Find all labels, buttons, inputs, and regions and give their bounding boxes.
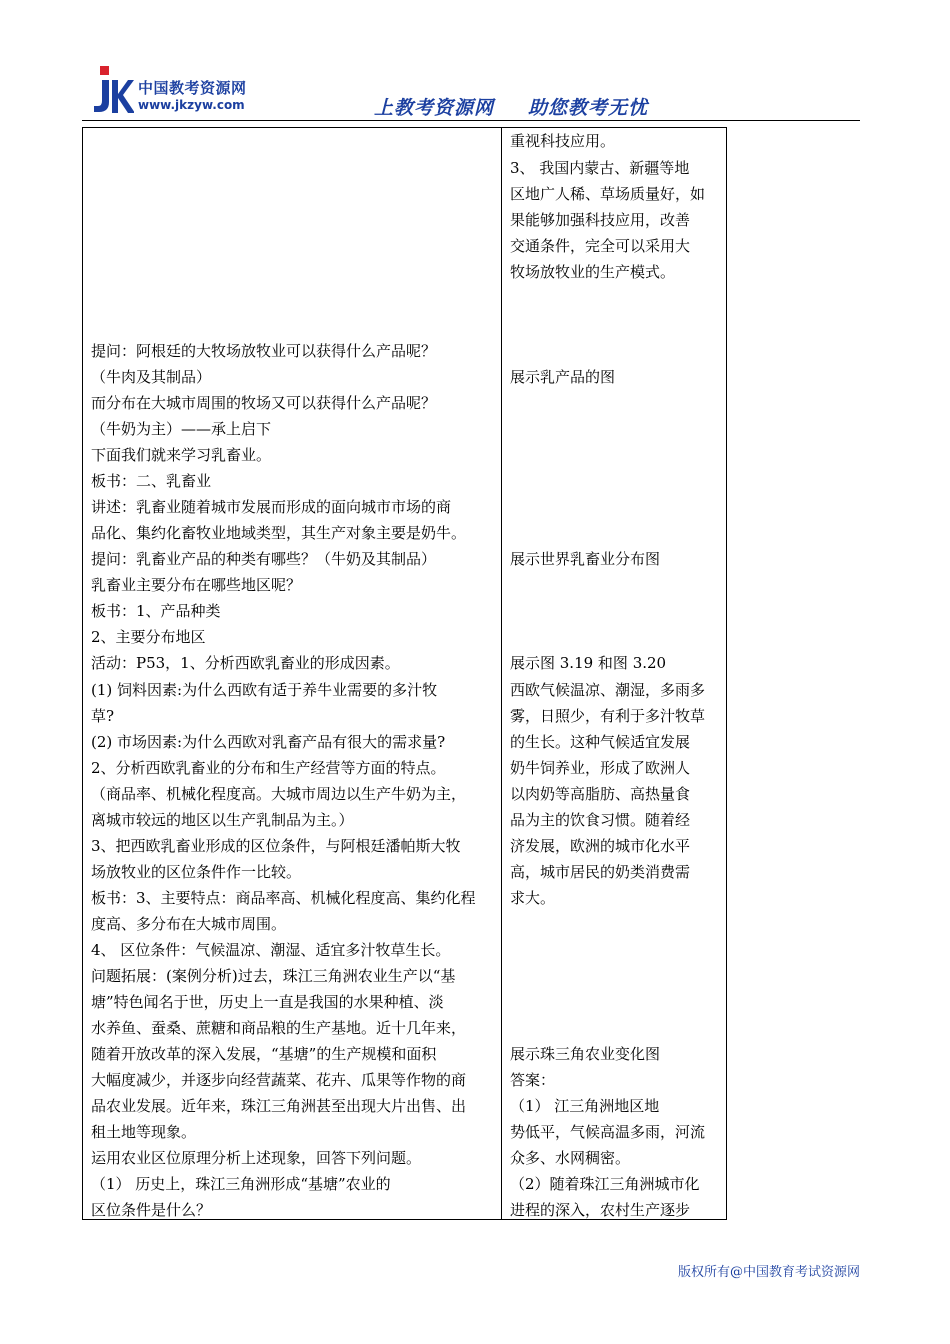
left-line: 提问：乳畜业产品的种类有哪些？（牛奶及其制品）: [91, 550, 437, 568]
left-line: 活动：P53，1、分析西欧乳畜业的形成因素。: [91, 654, 400, 672]
left-line: 品化、集约化畜牧业地域类型，其生产对象主要是奶牛。: [91, 524, 467, 542]
left-line: 品农业发展。近年来，珠江三角洲甚至出现大片出售、出: [91, 1097, 467, 1115]
right-line: 进程的深入，农村生产逐步: [510, 1201, 691, 1219]
right-line: 高，城市居民的奶类消费需: [510, 863, 691, 881]
right-line: 奶牛饲养业，形成了欧洲人: [510, 759, 691, 777]
site-logo[interactable]: [92, 66, 282, 118]
right-line: 品为主的饮食习惯。随着经: [510, 811, 691, 829]
left-line: （1） 历史上，珠江三角洲形成“基塘”农业的: [91, 1175, 391, 1193]
lesson-table: [82, 127, 727, 1220]
left-line: （商品率、机械化程度高。大城市周边以生产牛奶为主，: [91, 785, 467, 803]
left-line: (2) 市场因素:为什么西欧对乳畜产品有很大的需求量?: [91, 733, 446, 751]
right-line: 区地广人稀、草场质量好，如: [510, 185, 706, 203]
right-line: 答案：: [510, 1071, 556, 1089]
right-line: 牧场放牧业的生产模式。: [510, 263, 676, 281]
left-line: 乳畜业主要分布在哪些地区呢？: [91, 576, 302, 594]
left-line: 板书：二、乳畜业: [91, 472, 212, 490]
column-divider: [501, 128, 502, 1219]
right-line: 求大。: [510, 889, 556, 907]
right-line: 展示珠三角农业变化图: [510, 1045, 661, 1063]
slogan-part-1: 上教考资源网: [374, 97, 495, 119]
left-line: 运用农业区位原理分析上述现象，回答下列问题。: [91, 1149, 422, 1167]
right-line: 展示世界乳畜业分布图: [510, 550, 661, 568]
slogan-part-2: 助您教考无忧: [528, 97, 649, 119]
right-line: （2）随着珠江三角洲城市化: [510, 1175, 700, 1193]
header-rule: [82, 120, 860, 121]
left-line: 4、 区位条件：气候温凉、潮湿、适宜多汁牧草生长。: [91, 941, 451, 959]
left-line: 下面我们就来学习乳畜业。: [91, 446, 272, 464]
right-line: 果能够加强科技应用，改善: [510, 211, 691, 229]
right-line: 济发展，欧洲的城市化水平: [510, 837, 691, 855]
left-line: 草?: [91, 707, 115, 725]
left-line: 水养鱼、蚕桑、蔗糖和商品粮的生产基地。近十几年来，: [91, 1019, 467, 1037]
left-line: 2、分析西欧乳畜业的分布和生产经营等方面的特点。: [91, 759, 446, 777]
right-line: 交通条件，完全可以采用大: [510, 237, 691, 255]
left-line: 塘”特色闻名于世，历史上一直是我国的水果种植、淡: [91, 993, 444, 1011]
logo-chinese-name: 中国教考资源网: [138, 79, 247, 97]
left-line: 提问：阿根廷的大牧场放牧业可以获得什么产品呢？: [91, 342, 437, 360]
left-line: 随着开放改革的深入发展，“基塘”的生产规模和面积: [91, 1045, 437, 1063]
right-line: 展示图 3.19 和图 3.20: [510, 654, 667, 672]
right-line: 的生长。这种气候适宜发展: [510, 733, 691, 751]
left-line: 3、把西欧乳畜业形成的区位条件，与阿根廷潘帕斯大牧: [91, 837, 461, 855]
right-line: 3、 我国内蒙古、新疆等地: [510, 159, 690, 177]
right-line: 雾，日照少，有利于多汁牧草: [510, 707, 706, 725]
right-line: （1） 江三角洲地区地: [510, 1097, 660, 1115]
right-line: 重视科技应用。: [510, 132, 616, 150]
right-line: 展示乳产品的图: [510, 368, 616, 386]
left-line: 板书：3、主要特点：商品率高、机械化程度高、集约化程: [91, 889, 476, 907]
left-line: 问题拓展：(案例分析)过去，珠江三角洲农业生产以“基: [91, 967, 456, 985]
left-line: 大幅度减少，并逐步向经营蔬菜、花卉、瓜果等作物的商: [91, 1071, 467, 1089]
left-line: （牛奶为主）——承上启下: [91, 420, 272, 438]
left-line: 度高、多分布在大城市周围。: [91, 915, 287, 933]
right-line: 势低平，气候高温多雨，河流: [510, 1123, 706, 1141]
right-line: 西欧气候温凉、潮湿，多雨多: [510, 681, 706, 699]
left-line: (1) 饲料因素:为什么西欧有适于养牛业需要的多汁牧: [91, 681, 438, 699]
logo-url[interactable]: www.jkzyw.com: [138, 98, 245, 112]
header-slogan: [374, 93, 682, 120]
left-line: 离城市较远的地区以生产乳制品为主。）: [91, 811, 354, 829]
left-line: 板书：1、产品种类: [91, 602, 221, 620]
right-line: 众多、水网稠密。: [510, 1149, 631, 1167]
left-line: 2、主要分布地区: [91, 628, 206, 646]
left-line: 讲述：乳畜业随着城市发展而形成的面向城市市场的商: [91, 498, 452, 516]
left-line: 租土地等现象。: [91, 1123, 197, 1141]
jk-logo-icon: [92, 66, 134, 116]
left-line: （牛肉及其制品）: [91, 368, 212, 386]
right-line: 以肉奶等高脂肪、高热量食: [510, 785, 691, 803]
left-line: 而分布在大城市周围的牧场又可以获得什么产品呢？: [91, 394, 437, 412]
left-line: 场放牧业的区位条件作一比较。: [91, 863, 302, 881]
left-line: 区位条件是什么？: [91, 1201, 212, 1219]
copyright-footer: 版权所有@中国教育考试资源网: [677, 1265, 860, 1280]
